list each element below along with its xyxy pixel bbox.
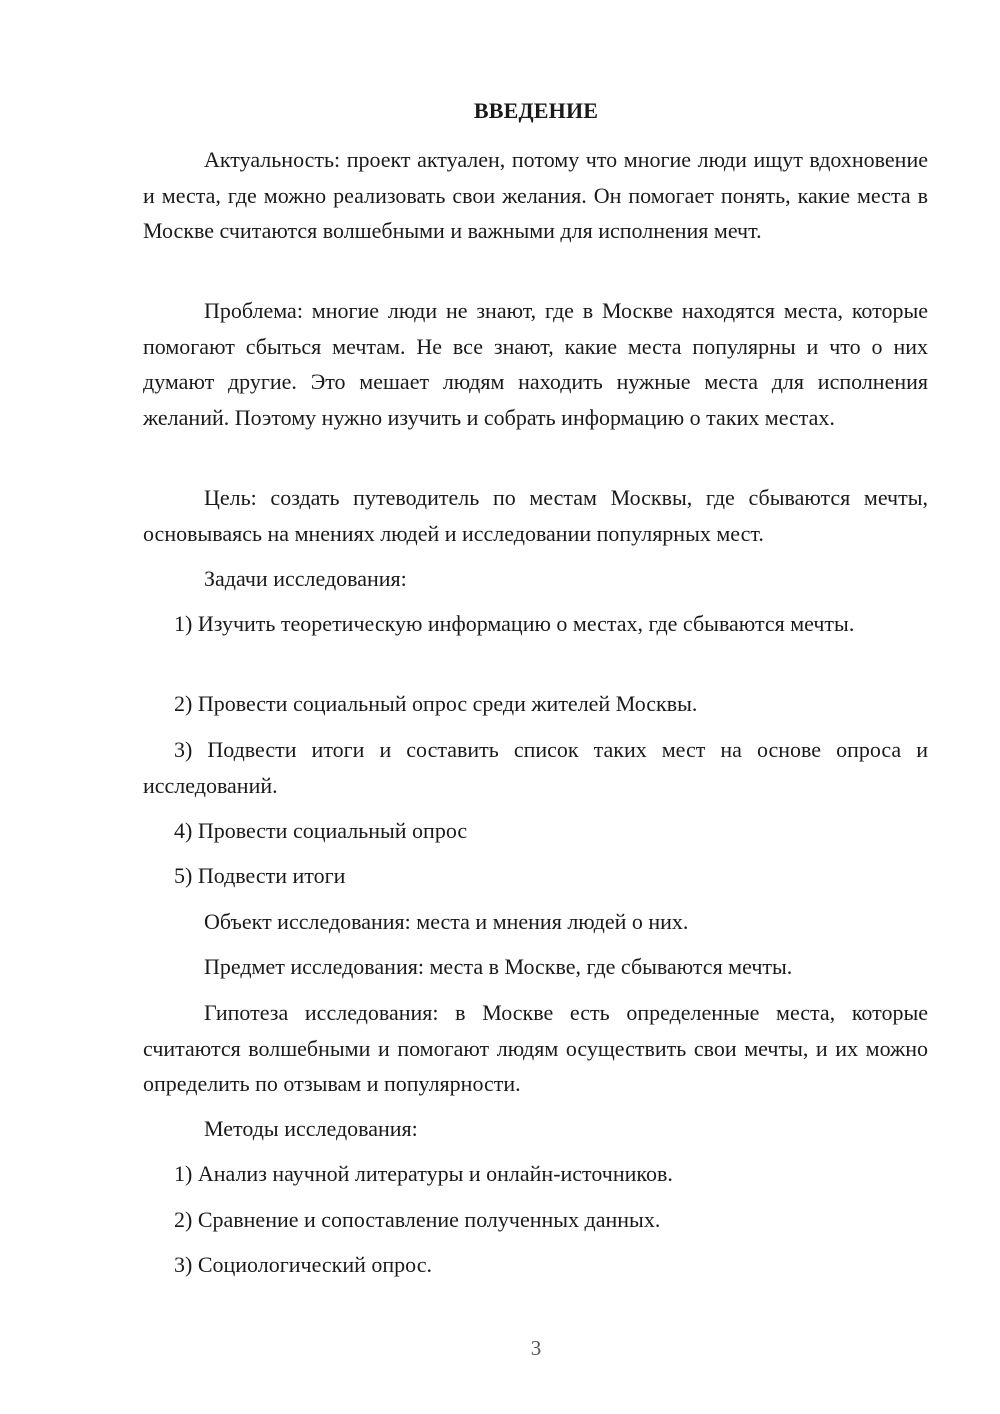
paragraph-goal: Цель: создать путеводитель по местам Москвы, где сбываются мечты, основываясь на мнениях людей и исследовании популярных мест. [143, 485, 928, 546]
method-item-2: 2) Сравнение и сопоставление полученных данных. [174, 1207, 661, 1232]
task-item-2: 2) Провести социальный опрос среди жителей Москвы. [174, 691, 698, 716]
task-item-1: 1) Изучить теоретическую информацию о местах, где сбываются мечты. [174, 611, 855, 636]
paragraph-problem: Проблема: многие люди не знают, где в Москве находятся места, которые помогают сбыться мечтам. Не все знают, какие места популярны и что о них думают другие. Это мешает людям находить нужные места для исполнения желаний. Поэтому нужно изучить и собрать информацию о таких местах. [143, 298, 928, 430]
paragraph-object: Объект исследования: места и мнения людей о них. [204, 909, 689, 934]
paragraph-relevance: Актуальность: проект актуален, потому что многие люди ищут вдохновение и места, где можно реализовать свои желания. Он помогает понять, какие места в Москве считаются волшебными и важными для исполнения мечт. [143, 147, 928, 243]
task-item-5: 5) Подвести итоги [174, 863, 346, 888]
method-item-1: 1) Анализ научной литературы и онлайн-источников. [174, 1161, 673, 1186]
method-item-3: 3) Социологический опрос. [174, 1252, 432, 1277]
section-heading: ВВЕДЕНИЕ [473, 98, 599, 123]
paragraph-hypothesis: Гипотеза исследования: в Москве есть определенные места, которые считаются волшебными и помогают людям осуществить свои мечты, и их можно определить по отзывам и популярности. [143, 1000, 928, 1096]
tasks-title: Задачи исследования: [204, 566, 407, 591]
page-number: 3 [530, 1336, 542, 1360]
paragraph-subject: Предмет исследования: места в Москве, где сбываются мечты. [204, 954, 793, 979]
task-item-3: 3) Подвести итоги и составить список таких мест на основе опроса и исследований. [143, 737, 928, 798]
task-item-4: 4) Провести социальный опрос [174, 818, 468, 843]
methods-title: Методы исследования: [204, 1116, 418, 1141]
